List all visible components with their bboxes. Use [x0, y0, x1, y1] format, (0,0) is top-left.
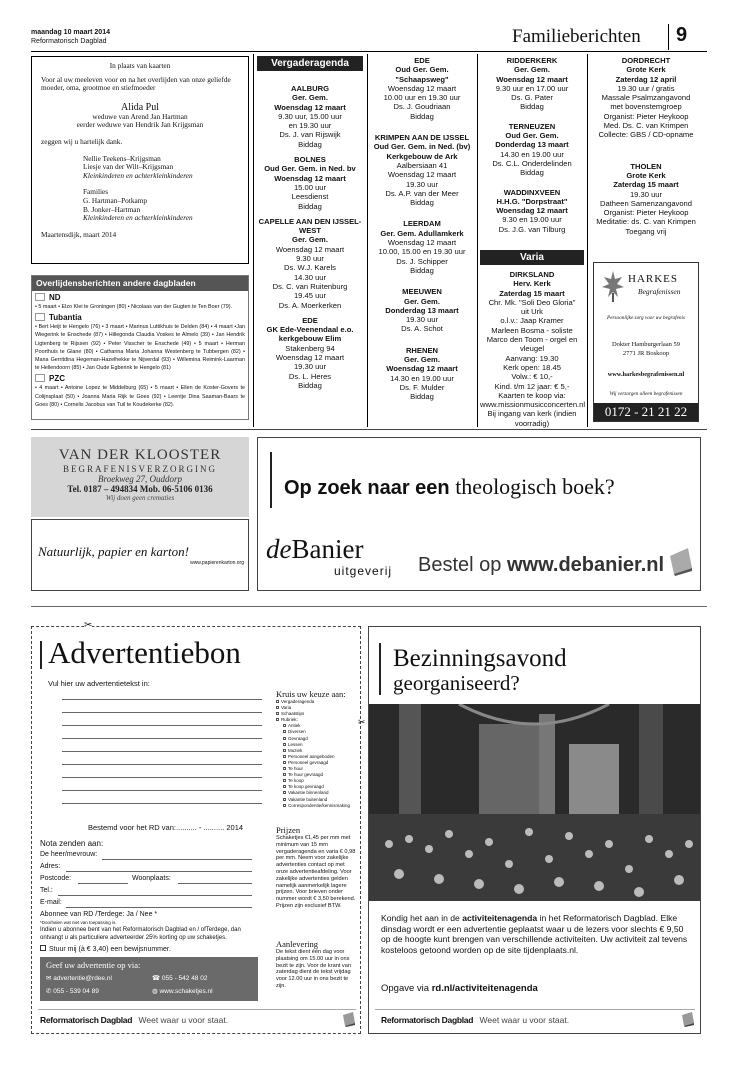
family-member: Kleinkinderen en achterkleinkinderen	[83, 170, 193, 180]
checkbox[interactable]	[276, 706, 279, 709]
rd-footer: Reformatorisch Dagblad Weet waar u voor staat.	[40, 1015, 229, 1025]
footer-rule	[375, 1009, 695, 1010]
paper-ad	[31, 519, 249, 591]
agenda-detail: 19.30 uur / gratis	[617, 83, 675, 93]
banier-order: Bestel op www.debanier.nl	[418, 554, 665, 576]
notice-place-date: Maartensdijk, maart 2014	[41, 229, 117, 239]
field-phone-label: Tel.:	[40, 887, 53, 894]
choice-label: Vergaderagenda	[281, 699, 315, 704]
harkes-care: Wij verzorgen alleen begrafenissen	[609, 391, 683, 397]
field-name-label: De heer/mevrouw:	[40, 851, 98, 858]
choice-list	[276, 699, 362, 809]
agenda-church: Grote Kerk	[626, 65, 666, 75]
agenda-item	[370, 56, 474, 121]
choice-label: Personeel gevraagd	[288, 759, 329, 765]
choice-label: Schaatstips	[281, 711, 305, 717]
agenda-detail: en 19.30 uur	[288, 121, 332, 131]
agenda-item	[480, 188, 584, 234]
agenda-church: H.H.G. "Dorpstraat"	[496, 196, 568, 206]
agenda-detail: 19.30 uur	[629, 189, 663, 199]
header-meta	[31, 28, 110, 46]
prices-heading: Prijzen	[276, 825, 301, 835]
agenda-date: Woensdag 12 maart	[386, 364, 458, 374]
klooster-address: Broekweg 27, Ouddorp	[98, 474, 182, 484]
agenda-detail: 14.30 en 19.00 uur	[390, 373, 454, 383]
agenda-church: GK Ede-Veenendaal e.o. kerkgebouw Elim	[266, 325, 354, 344]
varia-header: Varia	[480, 250, 584, 265]
notice-intro: In plaats van kaarten	[109, 61, 171, 70]
source-header	[35, 312, 245, 322]
varia-detail: vleugel	[519, 344, 545, 354]
agenda-date: Donderdag 13 maart	[495, 140, 569, 150]
contact-box	[40, 957, 258, 1001]
field-address-label: Adres:	[40, 863, 61, 870]
agenda-place: CAPELLE AAN DEN IJSSEL-WEST	[258, 216, 362, 236]
agenda-church: Ger. Gem.	[292, 235, 328, 245]
agenda-detail: Woensdag 12 maart	[275, 244, 345, 254]
field-city-line[interactable]	[178, 883, 252, 884]
book-icon	[668, 546, 694, 576]
death-notices-title: Overlijdensberichten andere dagbladen	[32, 276, 248, 291]
header-paper: Reformatorisch Dagblad	[31, 38, 107, 45]
harkes-sub: Begrafenissen	[638, 287, 681, 296]
agenda-date: Woensdag 12 maart	[274, 102, 346, 112]
agenda-place: TERNEUZEN	[508, 121, 556, 131]
notice-text: Voor al uw meeleven voor en na het overlijden van onze geliefde moeder, oma, grootmoe en stiefmoeder	[41, 74, 231, 93]
agenda-detail: Aalbersiaan 41	[396, 160, 448, 170]
agenda-place: MEEUWEN	[402, 287, 442, 297]
family-member: Nellie Teekens–Krijgsman	[83, 153, 161, 163]
agenda-item	[370, 287, 474, 333]
checkbox[interactable]	[283, 737, 286, 740]
agenda-date: Woensdag 12 maart	[274, 173, 346, 183]
event-title: Bezinningsavond	[393, 645, 567, 672]
section-rule	[31, 429, 707, 430]
checkbox[interactable]	[276, 712, 279, 715]
proof-copy-option[interactable]: Stuur mij (à € 3,40) een bewijsnummer.	[40, 945, 171, 953]
varia-detail: Aanvang: 19.30	[505, 353, 559, 363]
varia-detail: Kerk open: 18.45	[503, 362, 561, 372]
banier-ad	[257, 437, 701, 591]
harkes-address-1: Dokter Hamburgerlaan 59	[611, 341, 681, 348]
agenda-place: RIDDERKERK	[506, 56, 558, 65]
mail-icon: ✉	[46, 975, 52, 982]
agenda-place: EDE	[414, 56, 430, 65]
agenda-detail: Woensdag 12 maart	[387, 83, 457, 93]
checkbox[interactable]	[40, 945, 46, 951]
agenda-date: Zaterdag 12 april	[615, 74, 677, 84]
agenda-detail: Biddag	[298, 380, 322, 390]
agenda-column-1	[257, 84, 363, 394]
agenda-date: Donderdag 13 maart	[385, 305, 459, 315]
widow-line-2: eerder weduwe van Hendrik Jan Krijgsman	[76, 120, 204, 130]
agenda-detail: Woensdag 12 maart	[387, 238, 457, 248]
ad-text-line[interactable]	[62, 725, 262, 726]
agenda-detail: Ds. W.J. Karels	[284, 263, 336, 273]
family-member: G. Hartman–Potkamp	[83, 195, 148, 205]
contact-phone: ✆ 055 - 539 04 89	[46, 988, 99, 995]
subscriber-question[interactable]: Abonnee van RD /Terdege: Ja / Nee *	[40, 911, 158, 918]
agenda-church: Oud Ger. Gem. in Ned. (bv) Kerkgebouw de Ark	[373, 142, 471, 161]
agenda-place: DORDRECHT	[621, 56, 671, 65]
agenda-detail: Ds. F. Mulder	[399, 382, 445, 392]
delivery-text: De tekst dient één dag voor plaatsing om 15.00 uur in ons bezit te zijn. Voor de krant van zaterdag dient de tekst vrijdag voor 12.00 uur in ons bezit te zijn.	[276, 949, 351, 989]
delivery-heading: Aanlevering	[276, 939, 319, 949]
agenda-detail: Ds. J.G. van Tilburg	[498, 224, 566, 234]
header-rule	[31, 51, 707, 52]
harkes-phone: 0172 - 21 21 22	[594, 403, 698, 421]
ad-text-line[interactable]	[62, 699, 262, 700]
agenda-detail: 19.30 uur	[405, 179, 439, 189]
agenda-item	[257, 217, 363, 310]
agenda-detail: Woensdag 12 maart	[387, 170, 457, 180]
ad-text-line[interactable]	[62, 738, 262, 739]
agenda-item	[480, 56, 584, 112]
ad-text-line[interactable]	[62, 803, 262, 804]
agenda-detail: 14.30 uur	[293, 272, 327, 282]
checkbox[interactable]	[283, 761, 286, 764]
header-date: maandag 10 maart 2014	[31, 29, 110, 36]
paper-url[interactable]: www.papierenkarton.org	[190, 560, 244, 566]
accent-bar	[40, 641, 42, 669]
choice-label: Rubriek:	[281, 717, 298, 723]
agenda-church: Grote Kerk	[626, 170, 666, 180]
checkbox[interactable]	[283, 804, 286, 807]
field-city-label: Woonplaats:	[132, 875, 171, 882]
agenda-detail: Stakenberg 94	[285, 343, 335, 353]
agenda-detail: 9.30 uur en 17.00 uur	[495, 83, 569, 93]
agenda-church: Oud Ger. Gem. "Schaapsweg"	[395, 65, 449, 84]
agenda-church: Ger. Gem.	[404, 355, 440, 365]
agenda-detail: Massale Psalmzangavond	[601, 93, 691, 103]
source-nd-text: • 5 maart • Elzo Klei te Groningen (80) • Nicolaas van der Gugten te Ten Boer (79).	[35, 304, 233, 310]
source-pzc: PZC	[49, 373, 65, 383]
signup-line: Opgave via rd.nl/activiteitenagenda	[381, 983, 538, 994]
agenda-item	[370, 219, 474, 275]
agenda-detail: 9.30 en 19.00 uur	[502, 215, 562, 225]
banier-logo: deBanier	[266, 534, 364, 564]
agenda-place: THOLEN	[630, 161, 662, 171]
agenda-detail: Ds. J. Schipper	[396, 256, 448, 266]
agenda-detail: Ds. C. van Ruitenburg	[272, 281, 348, 291]
agenda-detail: Toegang vrij	[625, 226, 667, 236]
discount-note: Indien u abonnee bent van het Reformatorisch Dagblad en / ofTerdege, dan ontvangt u als particuliere adverteerder 25% korting op uw schaketjes.	[40, 927, 241, 941]
death-notices-box	[31, 275, 249, 420]
agenda-detail: Biddag	[410, 111, 434, 121]
source-header	[35, 292, 245, 302]
varia-detail: uit Urk	[521, 307, 543, 317]
varia-detail: Chr. Mk. "Soli Deo Gloria"	[488, 297, 576, 307]
contact-heading: Geef uw advertentie op via:	[46, 960, 141, 970]
source-nd: ND	[49, 292, 61, 302]
harkes-tagline: Persoonlijke zorg voor uw begrafenis	[607, 315, 685, 321]
agenda-detail: Meditatie: ds. C. van Krimpen	[596, 217, 696, 227]
agenda-detail: 19.30 uur	[405, 315, 439, 325]
checkbox[interactable]	[283, 798, 286, 801]
choice-label: Personeel aangeboden	[288, 753, 335, 759]
agenda-detail: Ds. L. Heres	[288, 371, 332, 381]
deceased-name: Alida Pul	[120, 101, 160, 113]
event-text: Kondig het aan in de activiteitenagenda in het Reformatorisch Dagblad. Elke dinsdag wordt er een advertentie geplaatst waar u de lezers voor slechts € 9,50 op de hoogte kunt brengen van verschillende activiteiten. Uw activiteit zal tevens kosteloos getoond worden op de site tijdenplaats.nl.	[381, 913, 688, 955]
choice-label: Te huur	[288, 766, 304, 772]
rd-footer: Reformatorisch Dagblad Weet waar u voor staat.	[381, 1015, 570, 1025]
agenda-detail: Med. Ds. C. van Krimpen	[603, 121, 689, 131]
ad-text-line[interactable]	[62, 777, 262, 778]
agenda-detail: Ds. A.P. van der Meer	[385, 188, 459, 198]
agenda-item	[370, 346, 474, 402]
vergaderagenda-header: Vergaderagenda	[257, 56, 363, 71]
source-header	[35, 373, 245, 383]
section-title: Familieberichten	[512, 26, 641, 47]
checkbox[interactable]	[283, 767, 286, 770]
harkes-website[interactable]: www.harkesbegrafenissen.nl	[607, 371, 685, 378]
agenda-detail: Biddag	[298, 201, 322, 211]
destined-for: Bestemd voor het RD van:.......... - .......... 2014	[88, 823, 244, 832]
klooster-name: VAN DER KLOOSTER	[58, 447, 222, 463]
varia-detail: voorradig)	[514, 418, 550, 428]
harkes-address-2: 2771 JR Boskoop	[622, 350, 670, 357]
varia-date: Zaterdag 15 maart	[499, 288, 565, 298]
strike-note: *Doorhalen wat niet van toepassing is.	[40, 920, 117, 925]
ad-text-line[interactable]	[62, 751, 262, 752]
agenda-detail: 10.00 uur en 19.30 uur	[383, 93, 461, 103]
agenda-detail: Woensdag 12 maart	[275, 353, 345, 363]
page-rule	[31, 606, 707, 607]
ad-text-line[interactable]	[62, 790, 262, 791]
prices-text: Schaketjes €1,45 per mm met minimum van 15 mm vergaderagenda en varia € 0,98 per mm. Neem voor zakelijke advertenties contact op met onze advertentieafdeling. Voor zakelijke advertenties gelden namelijk aanmerkelijk lagere prijzen. Voor brieven onder nummer wordt € 3,50 berekend. Prijzen zijn exclusief BTW.	[276, 835, 356, 909]
footer-rule	[38, 1009, 356, 1010]
agenda-place: EDE	[302, 315, 318, 325]
widow-line-1: weduwe van Arend Jan Hartman	[92, 111, 188, 121]
agenda-detail: met bovenstemgroep	[610, 102, 682, 112]
agenda-column-2	[370, 56, 474, 406]
agenda-place: AALBURG	[291, 84, 329, 93]
agenda-detail: Biddag	[410, 392, 434, 402]
choice-heading: Kruis uw keuze aan:	[276, 689, 346, 699]
choice-label: Varia	[281, 705, 292, 711]
agenda-detail: Ds. J. Goudriaan	[393, 102, 451, 112]
agenda-church: Oud Ger. Gem. in Ned. bv	[264, 164, 356, 174]
agenda-church: Ger. Gem.	[514, 65, 550, 75]
agenda-detail: Ds. A. Moerkerken	[278, 300, 342, 310]
agenda-detail: 10.00, 15.00 en 19.30 uur	[378, 247, 466, 257]
harkes-ad	[593, 262, 699, 422]
varia-detail: o.l.v.: Jaap Kramer	[500, 316, 564, 326]
checkbox[interactable]	[283, 749, 286, 752]
agenda-detail: Ds. G. Pater	[511, 93, 553, 103]
field-postcode-line[interactable]	[78, 883, 128, 884]
checkbox[interactable]	[283, 791, 286, 794]
contact-web[interactable]: ◍ www.schaketjes.nl	[152, 988, 213, 995]
agenda-place: RHENEN	[405, 345, 439, 355]
source-tubantia-text: • Bert Heijt te Hengelo (76) • 3 maart • Marinus Luttikhuis te Delden (84) • 4 maart •Jan Wiegerink te Enschede (87) • Hillegonda Claudia Voskes te Almelo (39) • Jan Hendrik Ligtenberg te Rijssen (92) • Peter Visscher te Enschede (49) • 5 maart • Herman Poorthuis te Glane (80) • Catharina Maria Johanna Westenberg te Tubbergen (82) • Maria Gerritdina Hegeman-Hazelhekke te Nijverdal (93) • Willemina Reimink-Laarman te Hellendoorn (85) • Jan Oude Egberink te Hengelo (81)	[35, 324, 245, 372]
klooster-sub: BEGRAFENISVERZORGING	[62, 464, 217, 474]
banier-headline: Op zoek naar een theologisch boek?	[284, 474, 615, 499]
agenda-detail: Datheen Samenzangavond	[599, 198, 693, 208]
harkes-name: HARKES	[628, 273, 679, 285]
klooster-slogan: Wij doen geen crematies	[105, 494, 175, 502]
agenda-detail: 9.30 uur	[296, 254, 324, 264]
varia-detail: Marleen Bosma - soliste	[491, 325, 573, 335]
family-member: B. Jonker–Hartman	[83, 204, 141, 214]
field-email-label: E-mail:	[40, 899, 62, 906]
event-subtitle: georganiseerd?	[393, 671, 520, 695]
choice-label: Te huur gevraagd	[288, 772, 324, 778]
logo-icon	[681, 1011, 695, 1027]
scissors-icon: ✂	[358, 717, 366, 727]
agenda-detail: 19.45 uur	[293, 291, 327, 301]
ad-text-line[interactable]	[62, 764, 262, 765]
checkbox[interactable]	[283, 785, 286, 788]
banier-sub: uitgeverij	[334, 564, 393, 578]
choice-label: Gevraagd	[288, 735, 308, 741]
varia-detail: Volw.: € 10,-	[511, 372, 553, 382]
agenda-date: Woensdag 12 maart	[496, 206, 568, 216]
field-postcode-label: Postcode:	[40, 875, 72, 882]
family-notice	[31, 56, 249, 264]
agenda-church: Ger. Gem.	[292, 93, 328, 103]
family-member: Liesje van der Wilt–Krijgsman	[83, 162, 174, 172]
tree-icon	[600, 269, 626, 303]
klooster-ad	[31, 437, 249, 517]
agenda-detail: Biddag	[520, 102, 544, 112]
varia-detail: Bij ingang van kerk (indien	[487, 409, 577, 419]
choice-label: Vakantie buitenland	[288, 796, 328, 802]
ad-order-form	[31, 620, 366, 1034]
paper-slogan: Natuurlijk, papier en karton!	[38, 544, 189, 559]
form-title: Advertentiebon	[48, 635, 241, 670]
choice-label: Antiek	[288, 723, 301, 729]
agenda-detail: Biddag	[520, 168, 544, 178]
form-instruction: Vul hier uw advertentietekst in:	[48, 679, 150, 688]
agenda-place: LEERDAM	[403, 219, 441, 229]
agenda-column-4	[590, 56, 702, 240]
source-tubantia: Tubantia	[49, 312, 82, 322]
checkbox[interactable]	[283, 755, 286, 758]
checkbox[interactable]	[283, 743, 286, 746]
agenda-church: Ger. Gem. Adullamkerk	[380, 228, 464, 238]
ad-text-line[interactable]	[62, 712, 262, 713]
agenda-detail: 15.00 uur	[293, 182, 327, 192]
agenda-detail: Organist: Pieter Heykoop	[603, 111, 689, 121]
agenda-detail: Ds. J. van Rijswijk	[279, 130, 341, 140]
agenda-date: Zaterdag 15 maart	[613, 180, 679, 190]
agenda-item	[590, 56, 702, 140]
choice-label: Lessen	[288, 741, 303, 747]
varia-detail: Marco den Toom - orgel en	[486, 335, 578, 345]
agenda-detail: Leesdienst	[291, 192, 329, 202]
field-name-line[interactable]	[102, 859, 252, 860]
agenda-detail: 9.30 uur, 15.00 uur	[278, 111, 342, 121]
field-address-line[interactable]	[66, 871, 252, 872]
choice-label: Correspondentie/kennismaking	[288, 802, 351, 808]
agenda-detail: Organist: Pieter Heykoop	[603, 208, 689, 218]
choice-label: Vakantie binnenland	[288, 790, 329, 796]
agenda-detail: 14.30 en 19.00 uur	[500, 149, 564, 159]
agenda-detail: Biddag	[410, 198, 434, 208]
checkbox[interactable]	[276, 700, 279, 703]
checkbox[interactable]	[276, 718, 279, 721]
agenda-place: BOLNES	[294, 155, 326, 165]
agenda-column-3	[480, 56, 584, 238]
page-number: 9	[668, 24, 687, 50]
fax-icon: ☎	[152, 975, 161, 982]
agenda-detail: Biddag	[298, 139, 322, 149]
choice-label: Te koop	[288, 778, 304, 784]
agenda-place: WADDINXVEEN	[503, 187, 561, 197]
contact-fax: ☎ 055 - 542 48 02	[152, 975, 208, 982]
checkbox[interactable]	[283, 730, 286, 733]
scissors-icon: ✂	[84, 620, 93, 631]
varia-place: DIRKSLAND	[509, 270, 555, 279]
choice-label: Te koop gevraagd	[288, 784, 324, 790]
field-phone-line[interactable]	[58, 895, 252, 896]
agenda-place: KRIMPEN AAN DE IJSSEL	[374, 133, 470, 143]
column-rule	[367, 54, 368, 427]
column-rule	[477, 54, 478, 427]
klooster-phone: Tel. 0187 – 494834 Mob. 06-5106 0136	[67, 484, 213, 494]
event-ad	[368, 626, 701, 1034]
checkbox[interactable]	[283, 724, 286, 727]
column-rule	[587, 54, 588, 427]
agenda-item	[257, 316, 363, 390]
field-email-line[interactable]	[66, 907, 252, 908]
varia-venue: Herv. Kerk	[513, 279, 551, 289]
agenda-item	[370, 133, 474, 207]
agenda-item	[590, 162, 702, 236]
phone-icon: ✆	[46, 988, 52, 995]
accent-bar	[270, 452, 272, 508]
source-pzc-text: • 4 maart • Antoine Lopez te Middelburg (65) • 5 maart • Ellen de Koster-Govers te Colijnsplaat (50) • Joanna Maria Rijk te Goes (92) • Leentje Dina Saaman-Baars te Goes (80) • Cornelis Jacobus van Tuil te Koudekerke (82).	[35, 385, 245, 408]
column-rule	[253, 54, 254, 427]
agenda-detail: Ds. A. Schot	[401, 324, 443, 334]
varia-detail: www.missionmusicconcerten.nl	[480, 400, 586, 410]
agenda-item	[257, 84, 363, 149]
checkbox[interactable]	[283, 779, 286, 782]
varia-details	[480, 298, 584, 428]
choice-label: Diversen	[288, 729, 306, 735]
choice-option[interactable]	[276, 803, 362, 809]
invoice-heading: Nota zenden aan:	[40, 839, 104, 848]
logo-icon	[342, 1011, 356, 1027]
contact-email[interactable]: ✉ advertentie@rdee.nl	[46, 975, 112, 982]
globe-icon: ◍	[152, 988, 158, 995]
varia-detail: Kind. t/m 12 jaar: € 5,-	[494, 381, 570, 391]
varia-detail: Kaarten te koop via:	[498, 390, 566, 400]
agenda-date: Woensdag 12 maart	[496, 74, 568, 84]
agenda-item	[257, 155, 363, 211]
varia-item	[480, 270, 584, 428]
agenda-church: Oud Ger. Gem.	[505, 131, 559, 141]
agenda-item	[480, 122, 584, 178]
agenda-church: Ger. Gem.	[404, 296, 440, 306]
church-photo	[369, 704, 700, 901]
family-label: Families	[83, 187, 109, 197]
checkbox[interactable]	[283, 773, 286, 776]
agenda-detail: Collecte: GBS / CD-opname	[598, 130, 694, 140]
choice-label: Muziek	[288, 747, 303, 753]
accent-bar	[379, 643, 381, 695]
thanks-line: zeggen wij u hartelijk dank.	[41, 136, 123, 146]
agenda-detail: Ds. C.L. Onderdelinden	[492, 158, 572, 168]
family-member: Kleinkinderen en achterkleinkinderen	[83, 213, 193, 223]
agenda-detail: Biddag	[410, 265, 434, 275]
agenda-detail: 19.30 uur	[293, 362, 327, 372]
